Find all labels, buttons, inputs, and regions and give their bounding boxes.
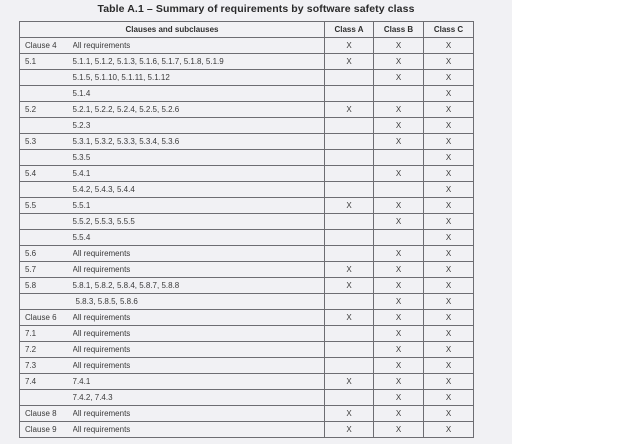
clause-cell: 7.1 <box>20 326 73 342</box>
clause-cell: 5.3 <box>20 134 73 150</box>
table-row <box>20 294 474 310</box>
class-a-cell <box>325 246 374 262</box>
class-b-cell: X <box>374 134 424 150</box>
class-c-cell: X <box>424 294 474 310</box>
class-b-cell: X <box>374 326 424 342</box>
class-c-cell: X <box>424 230 474 246</box>
class-c-cell: X <box>424 374 474 390</box>
subclauses-cell: 5.4.2, 5.4.3, 5.4.4 <box>73 182 325 198</box>
subclauses-cell: All requirements <box>73 406 325 422</box>
class-c-cell: X <box>424 262 474 278</box>
subclauses-cell: All requirements <box>73 326 325 342</box>
class-b-cell: X <box>374 278 424 294</box>
class-b-cell: X <box>374 54 424 70</box>
class-b-cell: X <box>374 358 424 374</box>
clause-cell <box>20 182 73 198</box>
clause-cell <box>20 390 73 406</box>
class-a-cell: X <box>325 102 374 118</box>
class-b-cell: X <box>374 390 424 406</box>
table-row <box>20 214 474 230</box>
clause-cell: 7.3 <box>20 358 73 374</box>
table-row <box>20 262 474 278</box>
clause-cell: 5.1 <box>20 54 73 70</box>
table-row <box>20 166 474 182</box>
class-b-cell <box>374 86 424 102</box>
class-c-cell: X <box>424 310 474 326</box>
table-row <box>20 374 474 390</box>
class-a-cell <box>325 390 374 406</box>
class-c-cell: X <box>424 214 474 230</box>
class-c-cell: X <box>424 102 474 118</box>
class-c-cell: X <box>424 390 474 406</box>
subclauses-cell: 5.3.1, 5.3.2, 5.3.3, 5.3.4, 5.3.6 <box>73 134 325 150</box>
subclauses-cell: 5.3.5 <box>73 150 325 166</box>
class-a-cell: X <box>325 374 374 390</box>
subclauses-cell: 5.5.2, 5.5.3, 5.5.5 <box>73 214 325 230</box>
class-a-cell: X <box>325 198 374 214</box>
subclauses-cell: 7.4.2, 7.4.3 <box>73 390 325 406</box>
class-b-cell: X <box>374 374 424 390</box>
class-c-cell: X <box>424 134 474 150</box>
table-title: Table A.1 – Summary of requirements by software safety class <box>97 3 415 15</box>
table-row <box>20 134 474 150</box>
table-row <box>20 70 474 86</box>
class-c-cell: X <box>424 422 474 438</box>
class-c-cell: X <box>424 342 474 358</box>
subclauses-cell: All requirements <box>73 358 325 374</box>
clause-cell <box>20 70 73 86</box>
clause-cell <box>20 118 73 134</box>
clause-cell: 5.4 <box>20 166 73 182</box>
table-row <box>20 182 474 198</box>
class-b-cell: X <box>374 70 424 86</box>
clause-cell <box>20 150 73 166</box>
subclauses-cell: 5.4.1 <box>73 166 325 182</box>
clause-cell <box>20 86 73 102</box>
class-b-cell <box>374 230 424 246</box>
clause-cell: 5.2 <box>20 102 73 118</box>
table-row <box>20 86 474 102</box>
table-header-row <box>20 22 474 38</box>
class-a-cell <box>325 326 374 342</box>
table-row <box>20 118 474 134</box>
table-row <box>20 390 474 406</box>
class-b-cell: X <box>374 102 424 118</box>
class-a-cell <box>325 70 374 86</box>
class-b-cell: X <box>374 246 424 262</box>
table-row <box>20 198 474 214</box>
class-b-cell: X <box>374 294 424 310</box>
class-b-cell: X <box>374 262 424 278</box>
subclauses-cell: 5.1.4 <box>73 86 325 102</box>
table-row <box>20 342 474 358</box>
subclauses-cell: 5.5.4 <box>73 230 325 246</box>
subclauses-cell: 5.2.3 <box>73 118 325 134</box>
class-b-cell: X <box>374 198 424 214</box>
clause-cell: 5.8 <box>20 278 73 294</box>
class-b-cell <box>374 150 424 166</box>
clause-cell: 7.4 <box>20 374 73 390</box>
table-row <box>20 326 474 342</box>
table-row <box>20 102 474 118</box>
clause-cell <box>20 294 73 310</box>
class-b-cell: X <box>374 38 424 54</box>
class-a-cell: X <box>325 38 374 54</box>
class-b-cell <box>374 182 424 198</box>
table-row <box>20 310 474 326</box>
clause-cell: Clause 9 <box>20 422 73 438</box>
clause-cell: 5.7 <box>20 262 73 278</box>
class-c-cell: X <box>424 54 474 70</box>
class-c-cell: X <box>424 70 474 86</box>
subclauses-cell: 5.5.1 <box>73 198 325 214</box>
clause-cell: 5.6 <box>20 246 73 262</box>
class-a-cell <box>325 166 374 182</box>
class-a-cell: X <box>325 262 374 278</box>
class-c-cell: X <box>424 86 474 102</box>
subclauses-cell: 5.2.1, 5.2.2, 5.2.4, 5.2.5, 5.2.6 <box>73 102 325 118</box>
subclauses-cell: 5.8.1, 5.8.2, 5.8.4, 5.8.7, 5.8.8 <box>73 278 325 294</box>
class-a-cell: X <box>325 310 374 326</box>
class-c-cell: X <box>424 38 474 54</box>
class-b-cell: X <box>374 118 424 134</box>
class-c-cell: X <box>424 326 474 342</box>
header-class-a: Class A <box>325 22 374 38</box>
subclauses-cell: All requirements <box>73 262 325 278</box>
requirements-table <box>19 21 474 438</box>
class-c-cell: X <box>424 358 474 374</box>
class-a-cell <box>325 134 374 150</box>
subclauses-cell: All requirements <box>73 422 325 438</box>
class-a-cell <box>325 118 374 134</box>
class-b-cell: X <box>374 166 424 182</box>
subclauses-cell: 5.1.1, 5.1.2, 5.1.3, 5.1.6, 5.1.7, 5.1.8, 5.1.9 <box>73 54 325 70</box>
class-a-cell <box>325 358 374 374</box>
table-row <box>20 278 474 294</box>
table-row <box>20 54 474 70</box>
table-row <box>20 230 474 246</box>
class-a-cell: X <box>325 54 374 70</box>
class-a-cell <box>325 342 374 358</box>
header-class-b: Class B <box>374 22 424 38</box>
class-b-cell: X <box>374 214 424 230</box>
table-row <box>20 38 474 54</box>
clause-cell <box>20 214 73 230</box>
class-a-cell <box>325 294 374 310</box>
clause-cell: Clause 4 <box>20 38 73 54</box>
clause-cell: Clause 8 <box>20 406 73 422</box>
subclauses-cell: All requirements <box>73 246 325 262</box>
class-c-cell: X <box>424 278 474 294</box>
table-row <box>20 246 474 262</box>
class-a-cell <box>325 214 374 230</box>
class-c-cell: X <box>424 182 474 198</box>
subclauses-cell: All requirements <box>73 342 325 358</box>
class-b-cell: X <box>374 422 424 438</box>
class-b-cell: X <box>374 342 424 358</box>
class-a-cell: X <box>325 406 374 422</box>
class-a-cell <box>325 150 374 166</box>
subclauses-cell: All requirements <box>73 310 325 326</box>
table-row <box>20 150 474 166</box>
table-row <box>20 358 474 374</box>
class-c-cell: X <box>424 166 474 182</box>
header-clauses: Clauses and subclauses <box>20 22 325 38</box>
subclauses-cell: 5.8.3, 5.8.5, 5.8.6 <box>73 294 325 310</box>
header-class-c: Class C <box>424 22 474 38</box>
clause-cell: 5.5 <box>20 198 73 214</box>
class-c-cell: X <box>424 198 474 214</box>
clause-cell: 7.2 <box>20 342 73 358</box>
table-row <box>20 422 474 438</box>
clause-cell <box>20 230 73 246</box>
class-a-cell <box>325 86 374 102</box>
class-b-cell: X <box>374 310 424 326</box>
subclauses-cell: 5.1.5, 5.1.10, 5.1.11, 5.1.12 <box>73 70 325 86</box>
class-b-cell: X <box>374 406 424 422</box>
class-c-cell: X <box>424 246 474 262</box>
class-c-cell: X <box>424 406 474 422</box>
class-a-cell <box>325 230 374 246</box>
class-c-cell: X <box>424 118 474 134</box>
clause-cell: Clause 6 <box>20 310 73 326</box>
class-a-cell: X <box>325 278 374 294</box>
class-a-cell: X <box>325 422 374 438</box>
class-a-cell <box>325 182 374 198</box>
subclauses-cell: 7.4.1 <box>73 374 325 390</box>
table-body <box>20 38 474 438</box>
table-row <box>20 406 474 422</box>
class-c-cell: X <box>424 150 474 166</box>
subclauses-cell: All requirements <box>73 38 325 54</box>
